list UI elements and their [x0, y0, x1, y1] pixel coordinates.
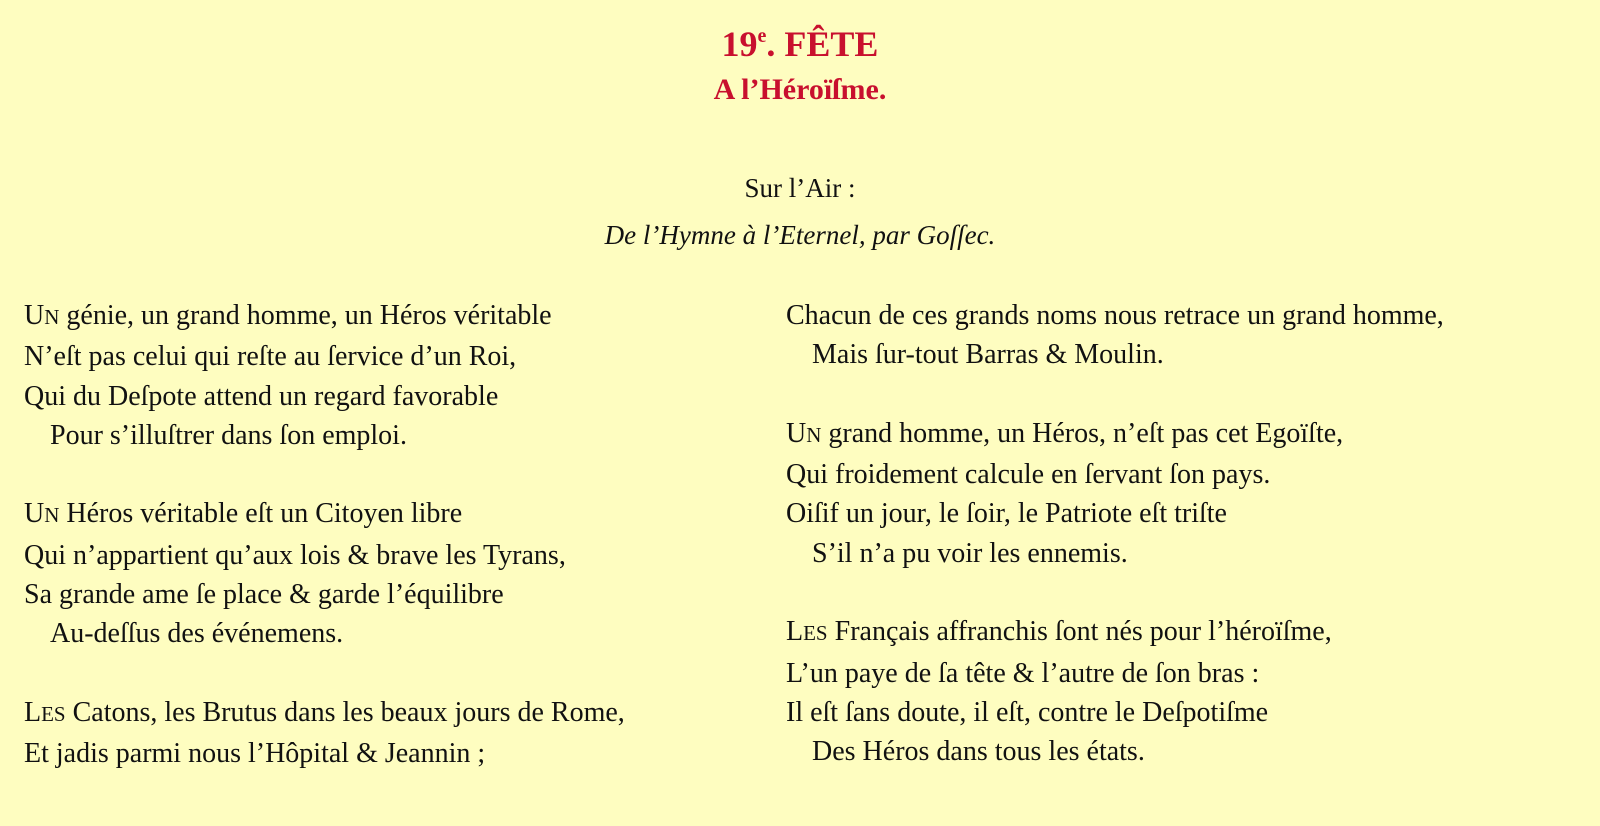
verse-line-indented: Mais ſur-tout Barras & Moulin.: [812, 339, 1164, 371]
left-column: [24, 296, 764, 813]
small-caps-initial: U: [24, 498, 45, 530]
verse-line: [24, 296, 764, 337]
small-caps-initial: L: [24, 696, 42, 728]
small-caps-rest: N: [44, 305, 60, 329]
small-caps-rest: N: [806, 422, 822, 447]
small-caps-rest: N: [44, 503, 60, 528]
stanza: [24, 693, 764, 774]
verse-line: Qui du Deſpote attend un regard favorable: [24, 380, 499, 412]
tune-source: De l’Hymne à l’Eternel, par Goſſec.: [604, 220, 996, 250]
verse-line: Sa grande ame ſe place & garde l’équilibre: [24, 579, 504, 611]
stanza: [786, 414, 1586, 573]
stanza: [24, 494, 764, 653]
verse-line: Qui n’appartient qu’aux lois & brave les Tyrans,: [24, 539, 566, 571]
small-caps-initial: U: [24, 300, 45, 331]
title-number: 19: [721, 24, 758, 64]
verse-line: Et jadis parmi nous l’Hôpital & Jeannin ;: [24, 738, 486, 770]
verse-line-text: Héros véritable eſt un Citoyen libre: [59, 498, 463, 530]
small-caps-initial: L: [786, 616, 804, 648]
verse-line: N’eſt pas celui qui reſte au ſervice d’un Roi,: [24, 341, 517, 373]
verse-line-text: génie, un grand homme, un Héros véritable: [59, 300, 552, 331]
stanza: [786, 612, 1586, 771]
verse-line: [786, 414, 1586, 455]
verse-line-indented: Pour s’illuſtrer dans ſon emploi.: [50, 419, 407, 451]
verse-line: Il eſt ſans doute, il eſt, contre le Deſpotiſme: [786, 696, 1269, 728]
page-title: [0, 20, 1600, 68]
verse-line: Chacun de ces grands noms nous retrace un grand homme,: [786, 300, 1444, 331]
verse-line: Qui froidement calcule en ſervant ſon pays.: [786, 459, 1271, 491]
stanza: [24, 296, 764, 455]
verse-line-text: Français affranchis ſont nés pour l’héroïſme,: [827, 616, 1332, 648]
verse-line: [24, 494, 764, 535]
verse-line-text: Catons, les Brutus dans les beaux jours de Rome,: [65, 696, 625, 728]
page-subtitle: A l’Héroïſme.: [713, 73, 887, 106]
small-caps-rest: ES: [803, 621, 828, 646]
small-caps-rest: ES: [41, 701, 66, 726]
verse-line: Oiſif un jour, le ſoir, le Patriote eſt triſte: [786, 498, 1227, 530]
verse-line-indented: S’il n’a pu voir les ennemis.: [812, 537, 1128, 569]
small-caps-initial: U: [786, 417, 807, 449]
verse-line: [24, 693, 764, 734]
verse-line-indented: Des Héros dans tous les états.: [812, 736, 1145, 768]
right-column: [786, 296, 1586, 811]
verse-line: [786, 612, 1586, 653]
title-rest: . FÊTE: [766, 24, 879, 64]
verse-line-indented: Au-deſſus des événemens.: [50, 618, 344, 650]
stanza: [786, 296, 1586, 375]
verse-line-text: grand homme, un Héros, n’eſt pas cet Egoïſte,: [821, 417, 1344, 449]
title-superscript: e: [757, 25, 767, 47]
verse-line: L’un paye de ſa tête & l’autre de ſon bras :: [786, 657, 1260, 689]
tune-label: Sur l’Air :: [744, 173, 856, 203]
